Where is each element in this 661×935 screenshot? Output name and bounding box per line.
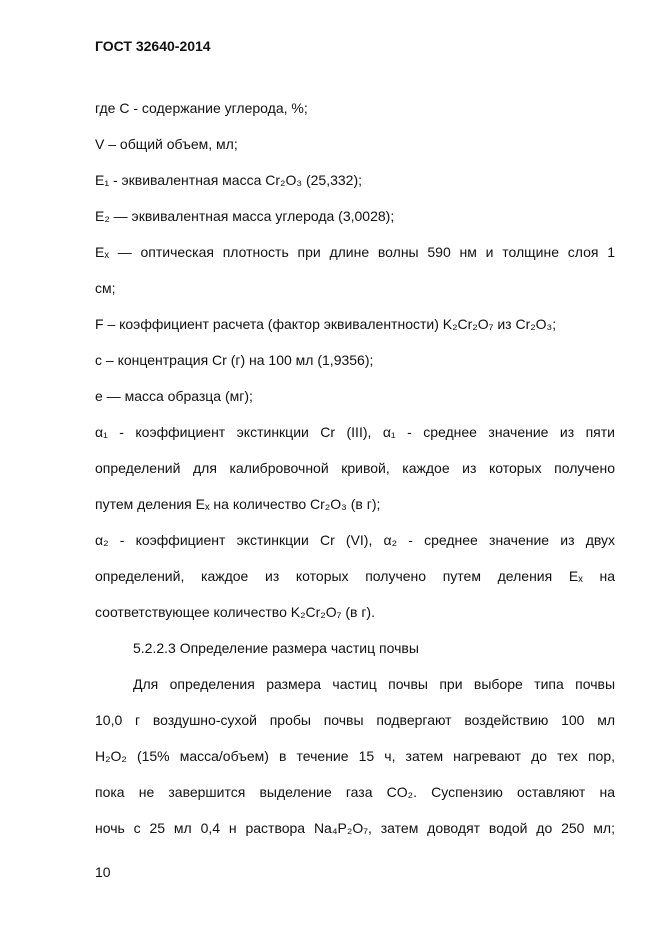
section-heading: 5.2.2.3 Определение размера частиц почвы [133,640,419,656]
text-line: α₁ - коэффициент экстинкции Cr (III), α₁ - среднее значение из пяти [95,424,615,440]
text-line: E₂ — эквивалентная масса углерода (3,0028); [95,208,395,224]
text-line: определений для калибровочной кривой, каждое из которых получено [95,460,615,476]
text-line: ночь с 25 мл 0,4 н раствора Na₄P₂O₇, затем доводят водой до 250 мл; [95,820,615,836]
text-line: 10,0 г воздушно-сухой пробы почвы подвергают воздействию 100 мл [95,712,615,728]
text-line: F – коэффициент расчета (фактор эквивалентности) K₂Cr₂O₇ из Cr₂O₃; [95,316,557,332]
document-header: ГОСТ 32640-2014 [95,38,211,54]
text-line: определений, каждое из которых получено путем деления Eₓ на [95,568,615,584]
text-line: где C - содержание углерода, %; [95,100,308,116]
text-line: e — масса образца (мг); [95,388,253,404]
text-line: см; [95,280,116,296]
document-body [95,90,615,846]
text-line: H₂O₂ (15% масса/объем) в течение 15 ч, затем нагревают до тех пор, [95,748,615,764]
text-line: Для определения размера частиц почвы при выборе типа почвы [133,676,615,692]
text-line: V – общий объем, мл; [95,136,238,152]
text-line: соответствующее количество K₂Cr₂O₇ (в г). [95,604,375,620]
text-line: α₂ - коэффициент экстинкции Cr (VI), α₂ - среднее значение из двух [95,532,615,548]
text-line: c – концентрация Cr (г) на 100 мл (1,9356); [95,352,374,368]
text-line: Eₓ — оптическая плотность при длине волны 590 нм и толщине слоя 1 [95,244,615,260]
text-line: пока не завершится выделение газа CO₂. Суспензию оставляют на [95,784,615,800]
text-line: путем деления Eₓ на количество Cr₂O₃ (в г); [95,496,381,512]
page-number: 10 [95,864,111,880]
text-line: E₁ - эквивалентная масса Cr₂O₃ (25,332); [95,172,362,188]
